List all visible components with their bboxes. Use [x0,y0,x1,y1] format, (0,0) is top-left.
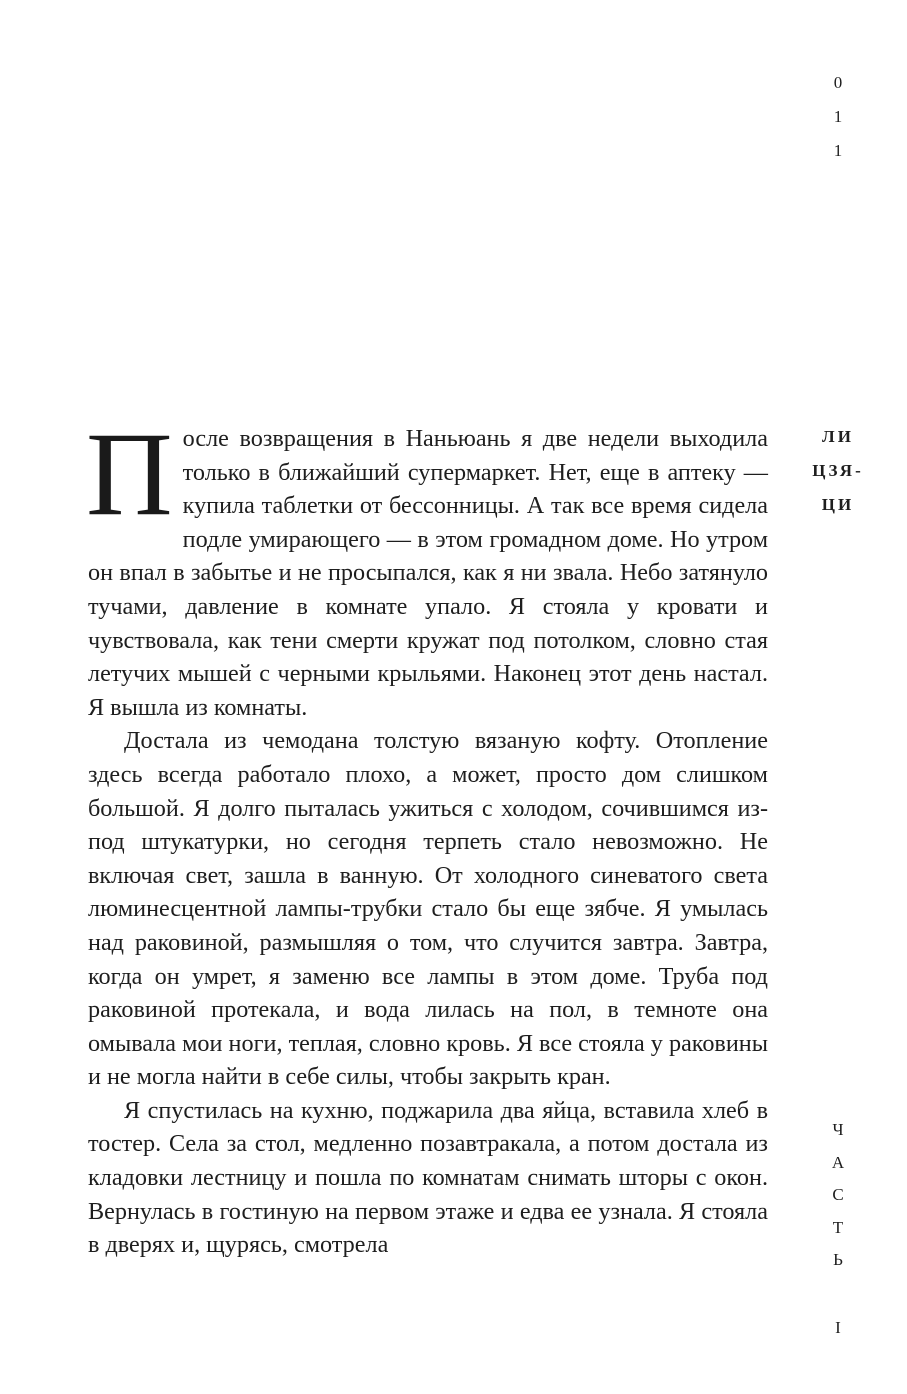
author-line: ЦИ [821,495,855,514]
author-line: ЦЗЯ- [812,461,864,480]
page-number-digit: 1 [833,141,843,160]
page-number-digit: 1 [833,107,843,126]
paragraph [86,407,768,724]
page-number [826,66,850,168]
section-letter: Ч [832,1120,844,1139]
section-letter: А [831,1152,845,1172]
author-name [792,420,884,522]
page-number-digit: 0 [833,73,843,92]
paragraph-text: осле возвращения в Наньюань я две недели выходила только в ближайший супермаркет. Нет, еще в аптеку — купила таблетки от бессонницы. А так все время сидела подле умирающего — в этом громадном доме. Но утром он впал в забытье и не просыпался, как я ни звала. Небо затянуло тучами, давление в комнате упало. Я стояла у кровати и чувствовала, как тени смерти кружат под потолком, словно стая летучих мышей с черными крыльями. Наконец этот день настал. Я вышла из комнаты. [88,425,768,721]
paragraph: Достала из чемодана толстую вязаную кофту. Отопление здесь всегда работало плохо, а может, просто дом слишком большой. Я долго пыталась ужиться с холодом, сочившимся из-под штукатурки, но сегодня терпеть стало невозможно. Не включая свет, зашла в ванную. От холодного синеватого света люминесцентной лампы-трубки стало бы еще зябче. Я умылась над раковиной, размышляя о том, что случится завтра. Завтра, когда он умрет, я заменю все лампы в этом доме. Труба под раковиной протекала, и вода лилась на пол, в темноте она омывала мои ноги, теплая, словно кровь. Я все стояла у раковины и не могла найти в себе силы, чтобы закрыть кран. [88,727,768,1091]
section-label [826,1114,850,1277]
section-letter: С [832,1185,844,1204]
paragraph: Я спустилась на кухню, поджарила два яйца, вставила хлеб в тостер. Села за стол, медленно позавтракала, а потом достала из кладовки лестницу и пошла по комнатам снимать шторы с окон. Вернулась в гостиную на первом этаже и едва ее узнала. Я стояла в дверях и, щурясь, смотрела [88,1096,768,1259]
section-letter: Т [832,1217,844,1237]
body-text [86,407,768,1262]
section-letter: Ь [833,1250,843,1269]
section-number: I [835,1318,841,1337]
drop-cap: П [86,407,173,540]
author-line: ЛИ [822,427,854,446]
